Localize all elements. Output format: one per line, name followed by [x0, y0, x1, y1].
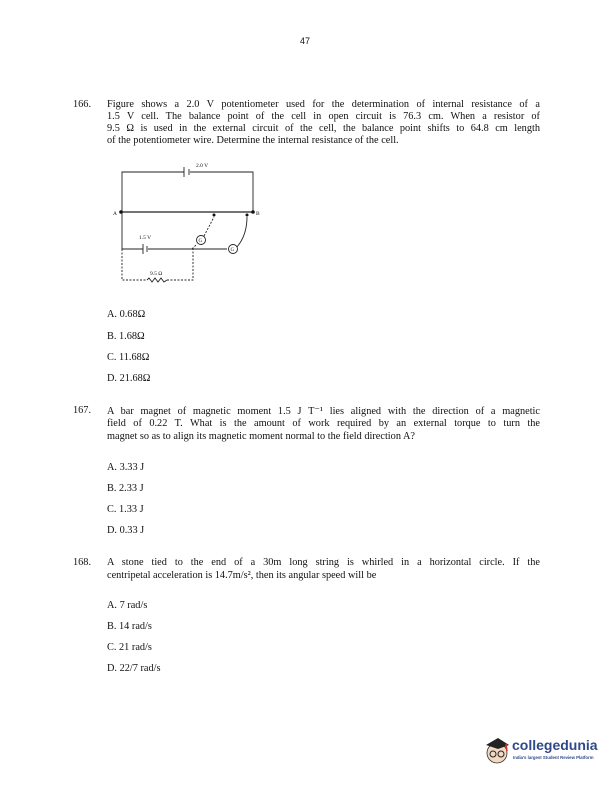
question-number: 167.	[73, 405, 92, 416]
question-number: 168.	[73, 557, 92, 568]
option-a: A. 3.33 J	[107, 462, 145, 473]
question-text: 1.5 V cell. The balance point of the cell in open circuit is 76.3 cm. When a resistor of	[107, 111, 540, 122]
option-c: C. 1.33 J	[107, 504, 144, 515]
question-number: 166.	[73, 99, 92, 110]
galvanometer-label: G	[198, 239, 203, 244]
question-text: magnet so as to align its magnetic moment normal to the field direction A?	[107, 431, 415, 442]
logo-tagline: India's largest Student Review Platform	[513, 755, 594, 760]
mascot-icon	[484, 735, 510, 765]
question-text: 9.5 Ω is used in the external circuit of the cell, the balance point shifts to 64.8 cm length	[107, 123, 540, 134]
emf-main-label: 2.0 V	[196, 163, 209, 169]
option-a: A. 0.68Ω	[107, 309, 146, 320]
resistor-label: 9.5 Ω	[150, 271, 163, 277]
option-b: B. 2.33 J	[107, 483, 144, 494]
option-c: C. 11.68Ω	[107, 352, 150, 363]
question-text: Figure shows a 2.0 V potentiometer used for the determination of internal resistance of a	[107, 99, 540, 110]
point-b-label: B	[256, 211, 260, 217]
option-a: A. 7 rad/s	[107, 600, 148, 611]
question-text: A bar magnet of magnetic moment 1.5 J T⁻¹ lies aligned with the direction of a magnetic	[107, 406, 540, 417]
point-a-label: A	[113, 211, 117, 217]
option-b: B. 1.68Ω	[107, 331, 145, 342]
question-text: A stone tied to the end of a 30m long string is whirled in a horizontal circle. If the	[107, 557, 540, 568]
option-b: B. 14 rad/s	[107, 621, 152, 632]
option-c: C. 21 rad/s	[107, 642, 152, 653]
emf-cell-label: 1.5 V	[139, 235, 152, 241]
question-text: centripetal acceleration is 14.7m/s², then its angular speed will be	[107, 570, 377, 581]
option-d: D. 22/7 rad/s	[107, 663, 161, 674]
logo-name: collegedunia	[512, 737, 598, 753]
potentiometer-circuit-diagram	[100, 155, 280, 285]
option-d: D. 0.33 J	[107, 525, 145, 536]
galvanometer-label: G	[230, 248, 235, 253]
option-d: D. 21.68Ω	[107, 373, 151, 384]
question-text: field of 0.22 T. What is the amount of work required by an external torque to turn the	[107, 418, 540, 429]
question-text: of the potentiometer wire. Determine the internal resistance of the cell.	[107, 135, 399, 146]
page-number: 47	[300, 36, 311, 46]
